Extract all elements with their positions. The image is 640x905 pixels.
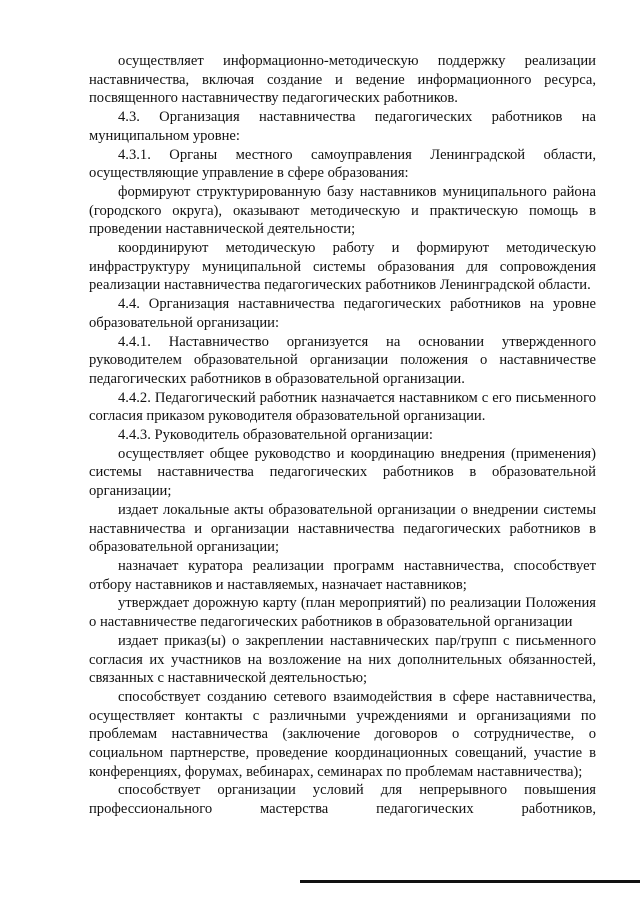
paragraph: утверждает дорожную карту (план мероприятий) по реализации Положения о наставничестве педагогических работников в образовательной организации (89, 595, 596, 631)
paragraph: формируют структурированную базу наставников муниципального района (городского округа), оказывают методическую и практическую помощь в проведении наставнической деятельности; (89, 183, 596, 238)
paragraph: способствует организации условий для непрерывного повышения профессионального мастерства педагогических работников, (89, 782, 596, 818)
paragraph: осуществляет общее руководство и координацию внедрения (применения) системы наставничества педагогических работников в образовательной организации; (89, 445, 596, 500)
subsection-4-3-1: 4.3.1. Органы местного самоуправления Ленинградской области, осуществляющие управление в сфере образования: (89, 146, 596, 182)
paragraph: осуществляет информационно-методическую поддержку реализации наставничества, включая создание и ведение информационного ресурса, посвященного наставничеству педагогических работников. (89, 53, 596, 107)
paragraph: издает приказ(ы) о закреплении наставнических пар/групп с письменного согласия их участников на возложение на них дополнительных обязанностей, связанных с наставнической деятельностью; (89, 632, 596, 687)
section-heading-4-3: 4.3. Организация наставничества педагогических работников на муниципальном уровне: (89, 109, 596, 144)
subsection-4-4-3: 4.4.3. Руководитель образовательной организации: (118, 427, 433, 444)
paragraph: координируют методическую работу и формируют методическую инфраструктуру муниципальной системы образования для сопровождения реализации наставничества педагогических работников Ленинградской области. (89, 240, 596, 294)
paragraph: издает локальные акты образовательной организации о внедрении системы наставничества и организации наставничества педагогических работников в образовательной организации; (89, 501, 596, 556)
scan-edge-line (300, 880, 640, 883)
paragraph: назначает куратора реализации программ наставничества, способствует отбору наставников и наставляемых, назначает наставников; (89, 557, 596, 593)
paragraph: способствует созданию сетевого взаимодействия в сфере наставничества, осуществляет контакты с различными учреждениями и организациями по проблемам наставничества (заключение договоров о сотрудничестве, о социальном партнерстве, проведение координационных совещаний, участие в конференциях, форумах, вебинарах, семинарах по проблемам наставничества); (89, 688, 596, 780)
subsection-4-4-1: 4.4.1. Наставничество организуется на основании утвержденного руководителем образовательной организации положения о наставничестве педагогических работников в образовательной организации. (89, 333, 596, 387)
section-heading-4-4: 4.4. Организация наставничества педагогических работников на уровне образовательной организации: (89, 296, 596, 331)
subsection-4-4-2: 4.4.2. Педагогический работник назначается наставником с его письменного согласия приказом руководителя образовательной организации. (89, 389, 596, 425)
document-body (89, 52, 596, 819)
